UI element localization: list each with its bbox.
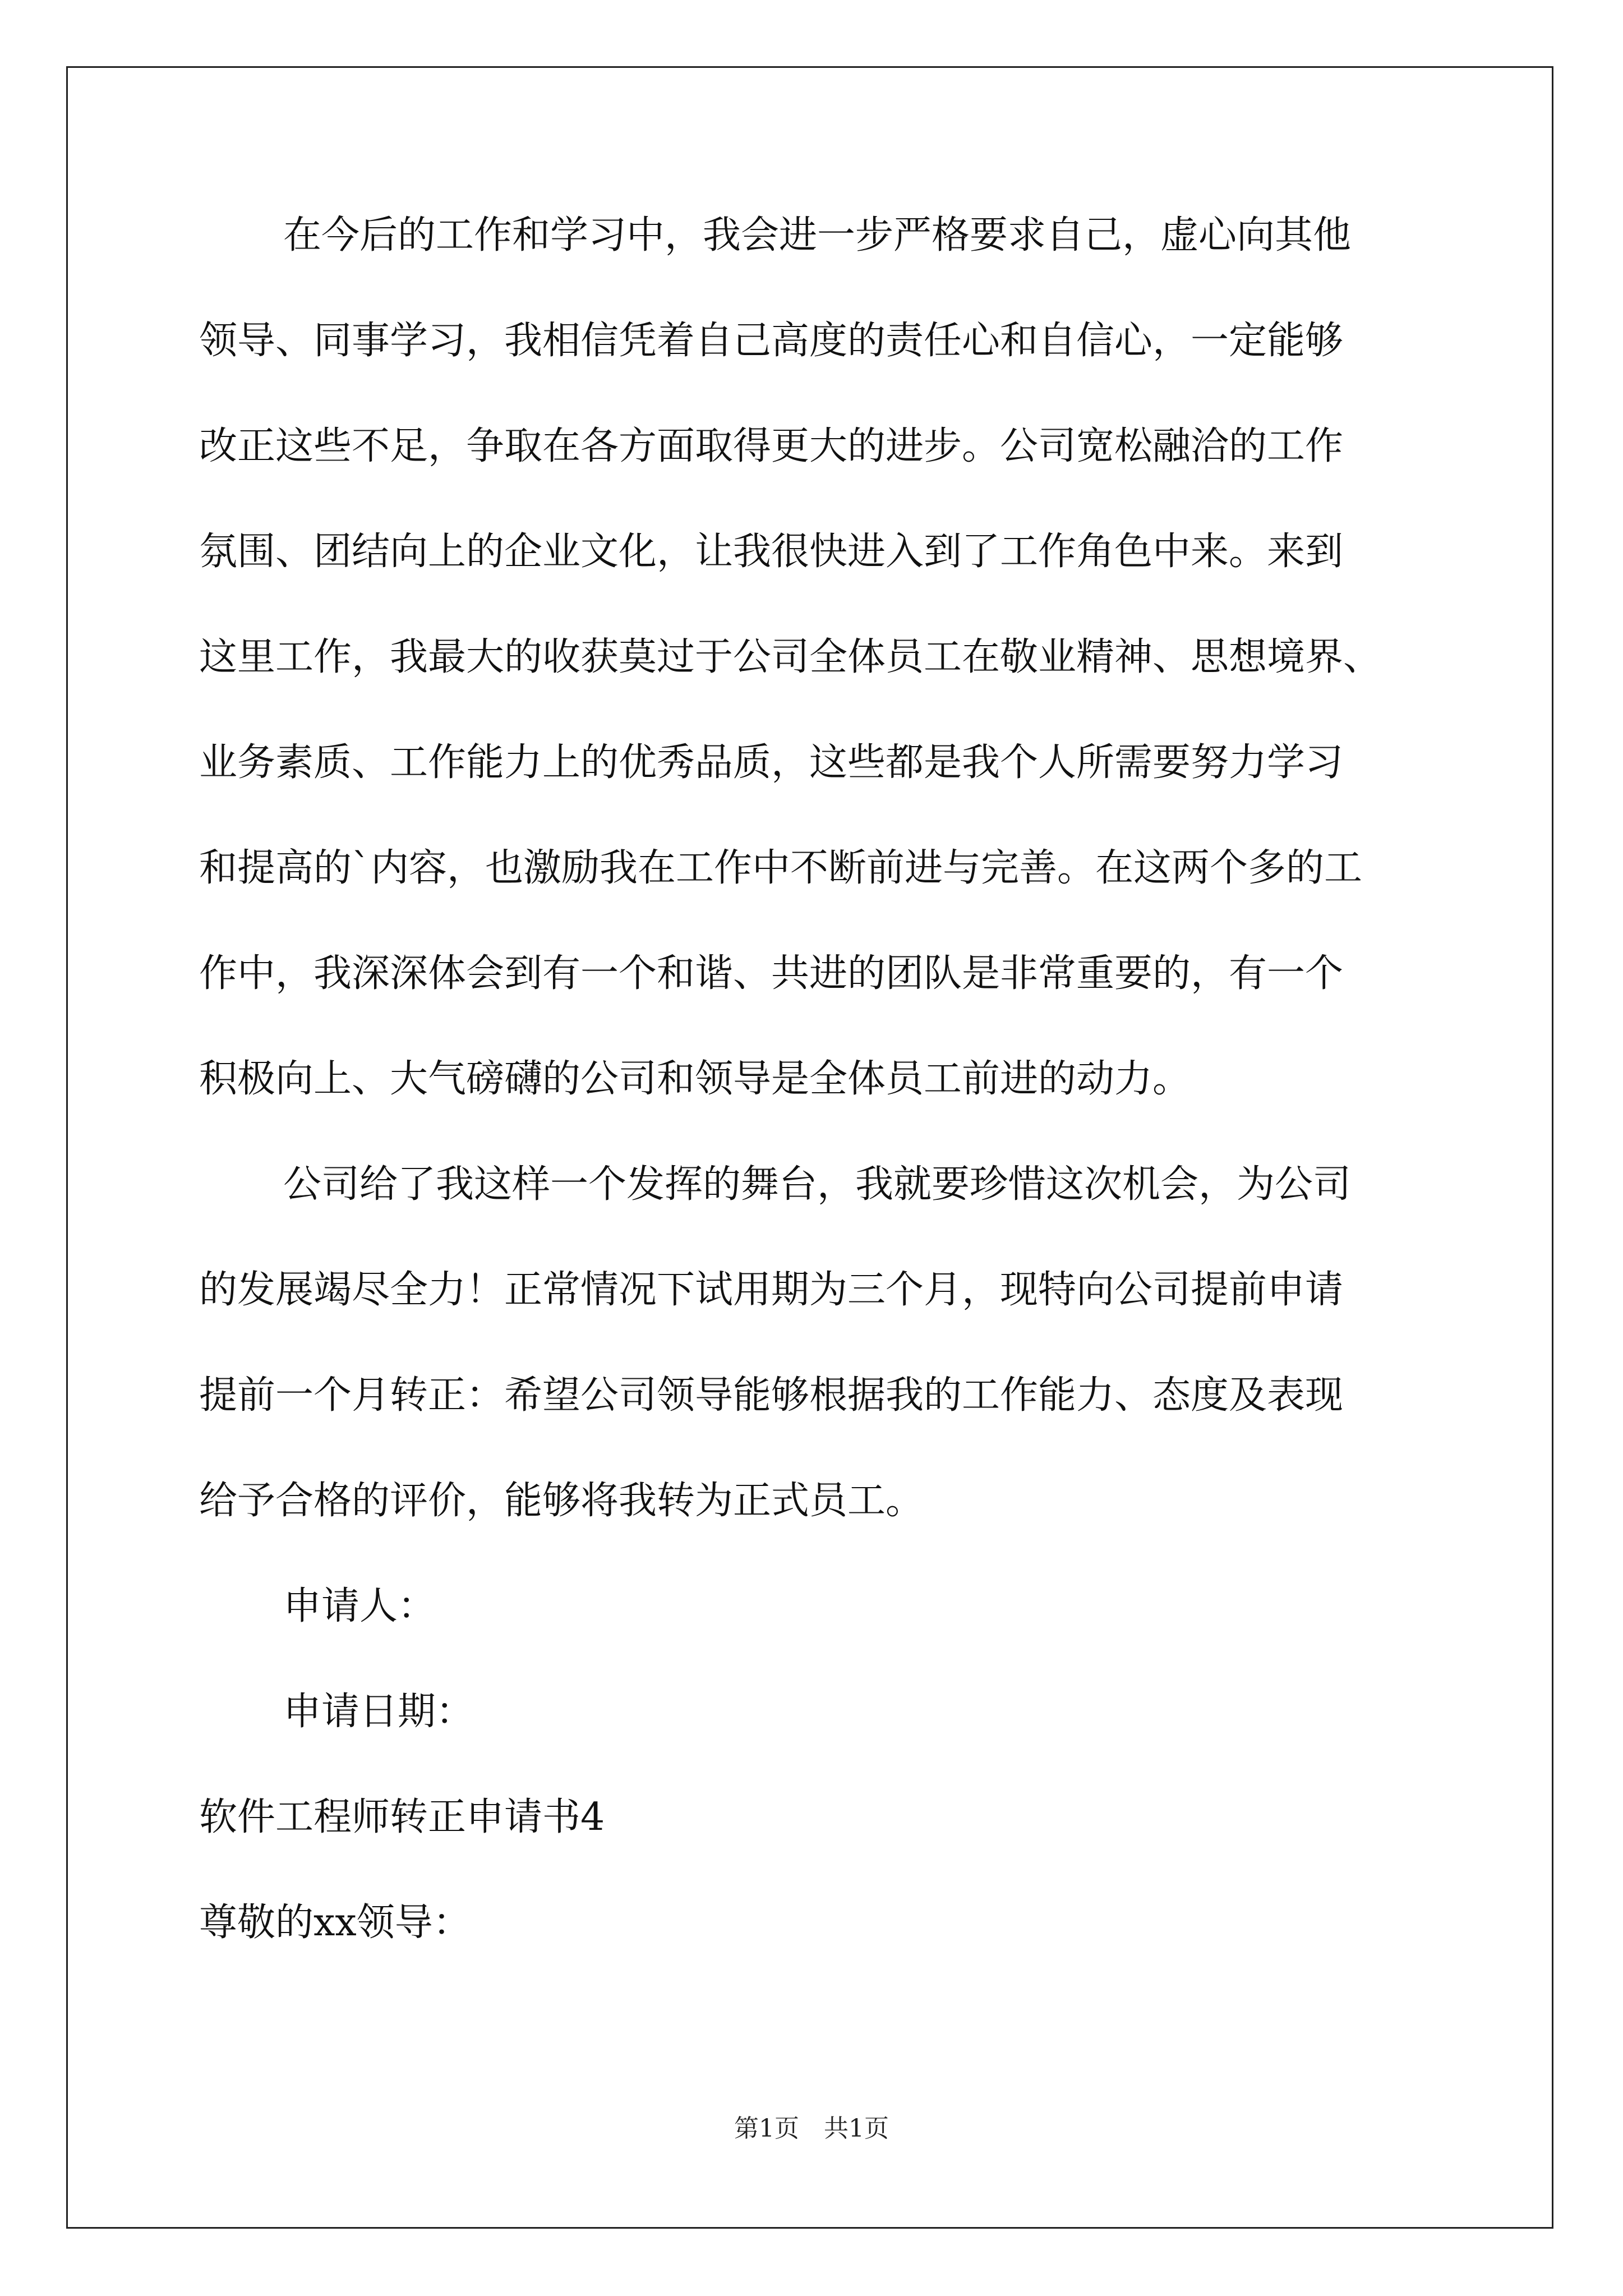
applicant-label: 申请人： <box>283 1584 436 1628</box>
paragraph-2-line-2: 的发展竭尽全力！正常情况下试用期为三个月，现特向公司提前申请 <box>199 1268 1344 1312</box>
paragraph-1-line-5: 这里工作，我最大的收获莫过于公司全体员工在敬业精神、思想境界、 <box>199 635 1382 679</box>
paragraph-1-line-3: 改正这些不足，争取在各方面取得更大的进步。公司宽松融洽的工作 <box>199 424 1344 468</box>
application-date-label: 申请日期： <box>283 1690 474 1734</box>
paragraph-2-line-3: 提前一个月转正：希望公司领导能够根据我的工作能力、态度及表现 <box>199 1373 1344 1418</box>
paragraph-1-line-8: 作中，我深深体会到有一个和谐、共进的团队是非常重要的，有一个 <box>199 951 1344 996</box>
next-letter-title: 软件工程师转正申请书4 <box>199 1795 605 1839</box>
paragraph-1-line-2: 领导、同事学习，我相信凭着自己高度的责任心和自信心，一定能够 <box>199 319 1344 363</box>
paragraph-2-line-1: 公司给了我这样一个发挥的舞台，我就要珍惜这次机会，为公司 <box>283 1162 1352 1207</box>
paragraph-1-line-7: 和提高的`内容，也激励我在工作中不断前进与完善。在这两个多的工 <box>199 846 1363 890</box>
paragraph-1-line-6: 业务素质、工作能力上的优秀品质，这些都是我个人所需要努力学习 <box>199 740 1344 785</box>
paragraph-1-line-9: 积极向上、大气磅礴的公司和领导是全体员工前进的动力。 <box>199 1057 1191 1101</box>
paragraph-1-line-1: 在今后的工作和学习中，我会进一步严格要求自己，虚心向其他 <box>283 213 1352 257</box>
salutation: 尊敬的xx领导： <box>199 1901 471 1945</box>
paragraph-1-line-4: 氛围、团结向上的企业文化，让我很快进入到了工作角色中来。来到 <box>199 530 1344 574</box>
page-footer: 第1页 共1页 <box>734 2114 889 2143</box>
paragraph-2-line-4: 给予合格的评价，能够将我转为正式员工。 <box>199 1479 924 1523</box>
